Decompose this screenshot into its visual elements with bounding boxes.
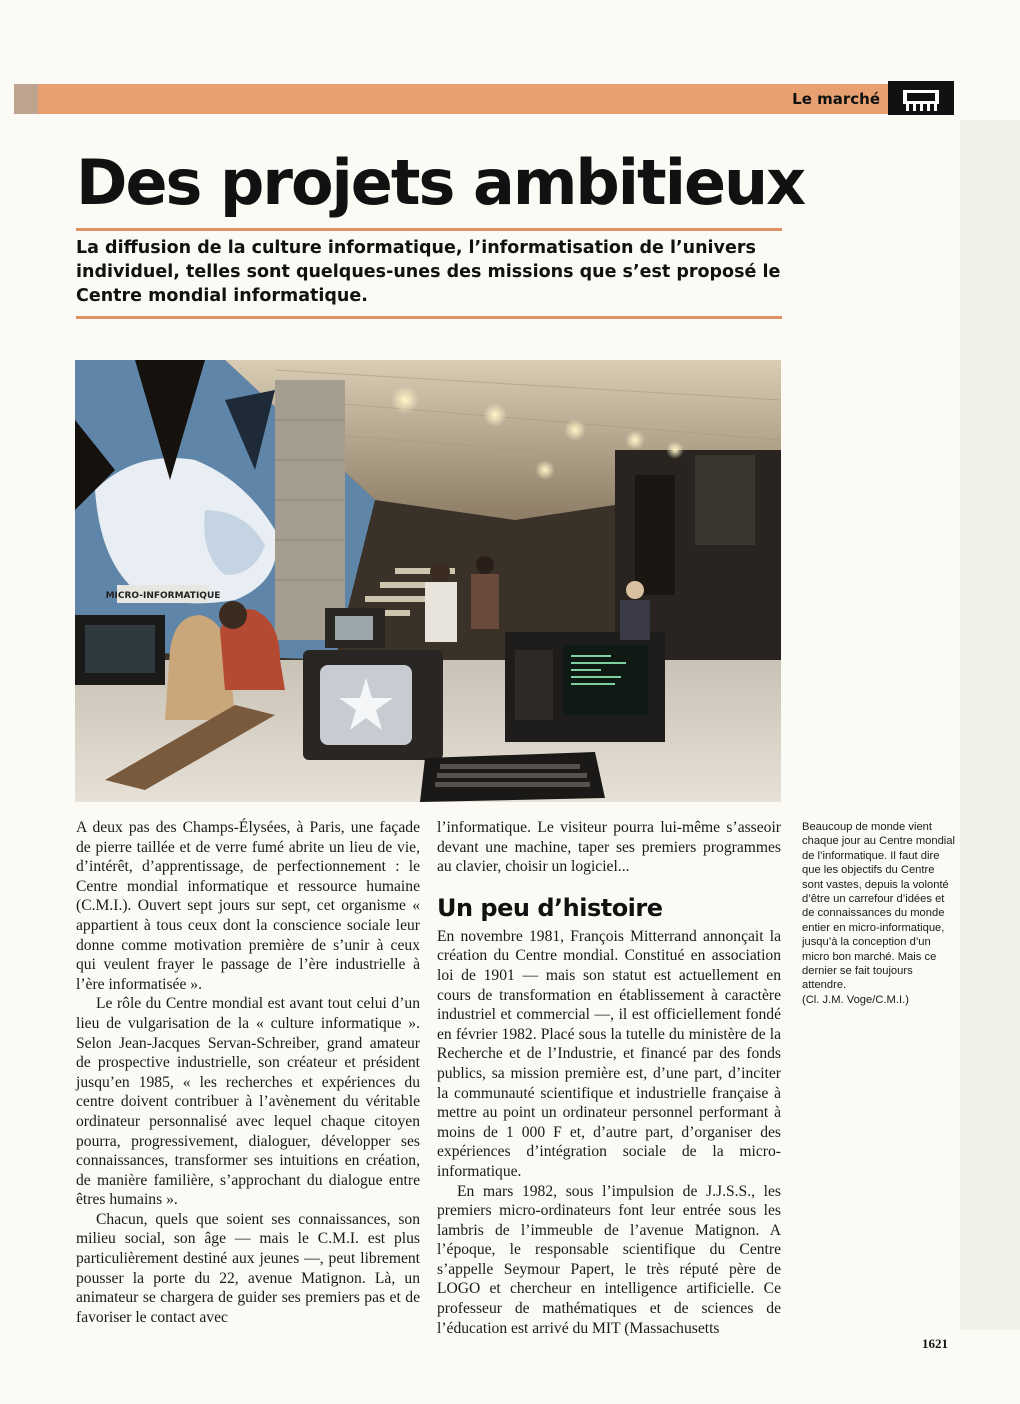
article-photo [75,360,781,802]
photo-caption [802,820,958,1007]
chip-icon [888,81,954,115]
article-title: Des projets ambitieux [76,146,805,219]
band-edge [14,84,38,114]
photo-sign: MICRO-INFORMATIQUE [105,591,221,601]
article-column-2 [437,818,781,1338]
paragraph: En novembre 1981, François Mitterrand annonçait la création du Centre mondial. Constitué en association loi de 1901 — mais son statut est actuellement en cours de transformation en établissement à caractère industriel et commercial —, il est officiellement fondé en février 1982. Placé sous la tutelle du ministère de la Recherche et de l’Industrie, et financé par des fonds publics, sa mission première est, d’une part, d’inciter la communauté scientifique et industrielle française à mettre au point un ordinateur personnel performant à moins de 1 000 F et, d’autre part, d’organiser des expériences d’intégration sociale de la micro-informatique. [437,927,781,1180]
paragraph: En mars 1982, sous l’impulsion de J.J.S.S., les premiers micro-ordinateurs font leur entrée sous les lambris de l’immeuble de l’avenue Matignon. A l’époque, le responsable scientifique du Centre s’appelle Seymour Papert, le très réputé père de LOGO et chercheur en intelligence artificielle. Ce professeur de mathématiques et de sciences de l’éducation est arrivé du MIT (Massachusetts [437,1182,781,1337]
lede-rule-bottom [76,316,782,319]
article-lede: La diffusion de la culture informatique, l’informatisation de l’univers individuel, telles sont quelques-unes des missions que s’est proposé le Centre mondial informatique. [76,238,781,306]
paragraph: Chacun, quels que soient ses connaissances, son milieu social, son âge — mais le C.M.I. est plus particulièrement destiné aux jeunes —, peut librement pousser la porte du 22, avenue Matignon. Là, un animateur se chargera de guider ses premiers pas et de favoriser le contact avec [76,1210,420,1326]
subheading: Un peu d’histoire [437,893,663,922]
paragraph: l’informatique. Le visiteur pourra lui-même s’asseoir devant une machine, taper ses premiers programmes au clavier, choisir un logiciel... [437,819,781,876]
lede-rule-top [76,228,782,231]
paragraph: Le rôle du Centre mondial est avant tout celui d’un lieu de vulgarisation de la « culture informatique ». Selon Jean-Jacques Servan-Schreiber, grand amateur de prospective industrielle, son créateur et président jusqu’en 1985, « les recherches et expériences du centre doivent contribuer à l’avènement du véritable ordinateur personnalisé avec lequel chaque citoyen pourra, progressivement, dialoguer, développer ses connaissances, transformer ses intuitions en création, de manière familière, s’approchant du dialogue entre êtres humains ». [76,995,420,1209]
caption-text: Beaucoup de monde vient chaque jour au Centre mondial de l’informatique. Il faut dire que les objectifs du Centre sont vastes, depuis la volonté d’être un carrefour d’idées et de connaissances du monde entier en micro-informatique, jusqu’à la conception d’un micro bon marché. Mais ce dernier se fait toujours attendre. [802,821,955,992]
article-column-1 [76,818,420,1327]
photo-credit: (Cl. J.M. Voge/C.M.I.) [802,993,909,1006]
paragraph: A deux pas des Champs-Élysées, à Paris, une façade de pierre taillée et de verre fumé abrite un lieu de vie, d’intérêt, d’apprentissage, de perfectionnement : le Centre mondial informatique et ressource humaine (C.M.I.). Ouvert sept jours sur sept, cet organisme « appartient à tous ceux dont la conscience sociale leur donne comme motivation première de s’unir à ceux qui veulent frayer le passage de l’ère industrielle à l’ère informatisée ». [76,819,420,993]
next-page-edge [960,120,1020,1330]
section-label: Le marché [792,90,880,108]
page-number: 1621 [922,1336,948,1351]
